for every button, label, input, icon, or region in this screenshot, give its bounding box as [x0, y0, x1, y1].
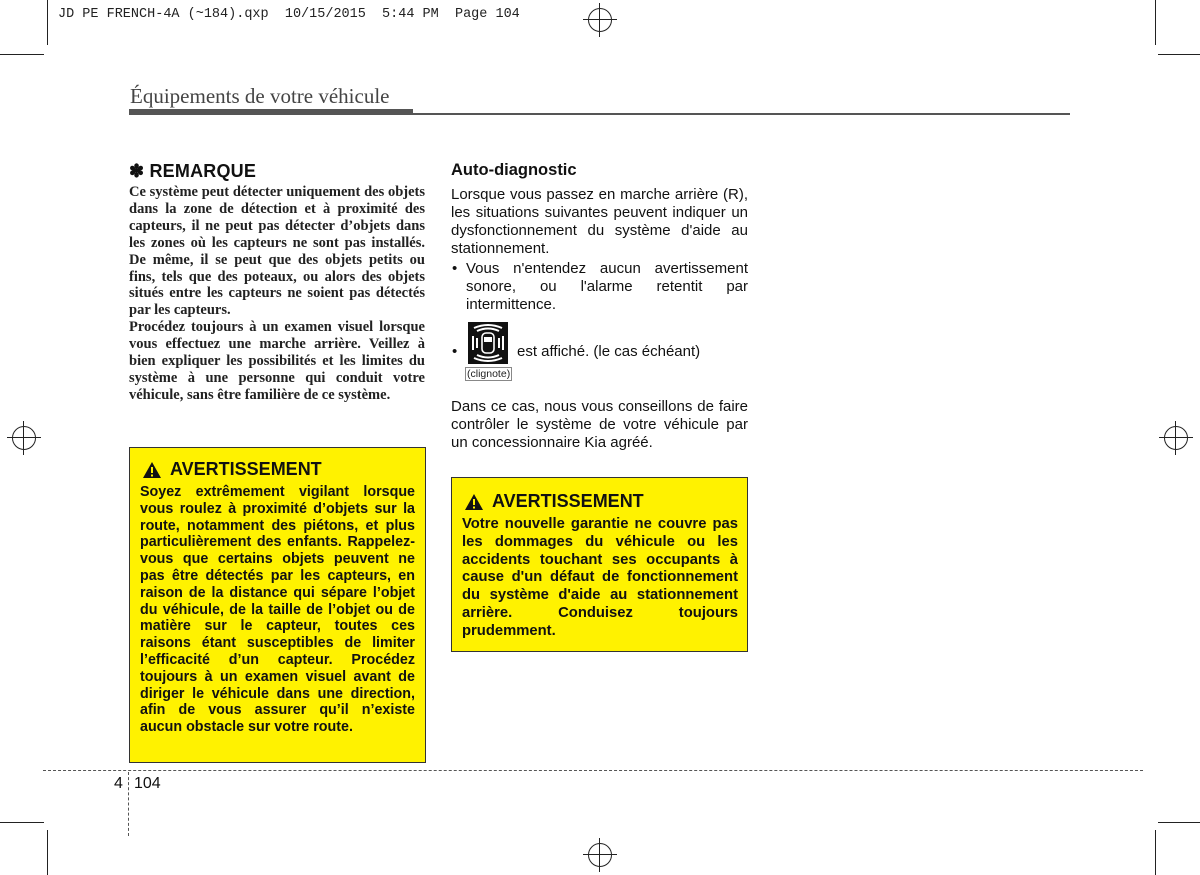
warning-triangle-icon	[464, 493, 484, 511]
registration-mark-top	[583, 3, 617, 37]
section-title-autodiag: Auto-diagnostic	[451, 161, 577, 179]
note-body	[129, 184, 425, 404]
page-number: 104	[134, 775, 161, 792]
header-rule-thin	[413, 113, 1070, 115]
warning-title	[464, 491, 644, 512]
chapter-number: 4	[114, 775, 123, 792]
parking-sensor-icon	[468, 322, 508, 364]
warning-body: Soyez extrêmement vigilant lorsque vous roulez à proximité d’objets sur la route, notamment des piétons, et plus particulièrement des enfants. Rappelez-vous que certains objets peuvent ne pas être détectés par les capteurs, en raison de la distance qui sépare l’objet du véhicule, de la taille de l’objet ou de matière sur le capteur, toutes ces raisons étant susceptibles de limiter l’efficacité d’un capteur. Procédez toujours à un examen visuel avant de diriger le véhicule dans une direction, afin de vous assurer qu’il n’existe aucun obstacle sur votre route.	[140, 484, 415, 736]
autodiag-advice: Dans ce cas, nous vous conseillons de faire contrôler le système de votre véhicule par un concessionnaire Kia agréé.	[451, 398, 748, 451]
print-slug: JD PE FRENCH-4A (~184).qxp 10/15/2015 5:44 PM Page 104	[58, 7, 520, 22]
footer-divider	[128, 772, 129, 836]
registration-mark-left	[7, 421, 41, 455]
autodiag-intro: Lorsque vous passez en marche arrière (R), les situations suivantes peuvent indiquer un dysfonctionnement du système d'aide au stationnement.	[451, 186, 748, 257]
bullet-dot: •	[452, 260, 458, 277]
footer-rule	[43, 770, 1143, 771]
warning-title-text: AVERTISSEMENT	[492, 491, 644, 511]
warning-body: Votre nouvelle garantie ne couvre pas les dommages du véhicule ou les accidents touchant ses occupants à cause d'un défaut de fonctionnement du système d'aide au stationnement arrière. Conduisez toujours prudemment.	[462, 516, 738, 639]
list-item	[451, 322, 748, 382]
bullet-text: Vous n'entendez aucun avertissement sonore, ou l'alarme retentit par intermittence.	[466, 260, 748, 313]
warning-box-sensors	[129, 447, 426, 763]
icon-caption: (clignote)	[467, 368, 511, 380]
warning-triangle-icon	[142, 461, 162, 479]
page-header-title: Équipements de votre véhicule	[130, 84, 390, 108]
registration-mark-bottom	[583, 838, 617, 872]
note-title: ✽ REMARQUE	[129, 161, 257, 181]
warning-title-text: AVERTISSEMENT	[170, 459, 322, 479]
bullet-text: est affiché. (le cas échéant)	[517, 343, 701, 360]
note-paragraph-1: Ce système peut détecter uniquement des objets dans la zone de détection et à proximité des capteurs, il ne peut pas détecter d’objets dans les zones où les capteurs ne sont pas installés. De même, il se peut que des objets petits ou fins, tels que des poteaux, ou alors des objets situés entre les capteurs ne soient pas détectés par les capteurs.	[129, 184, 425, 319]
note-paragraph-2: Procédez toujours à un examen visuel lorsque vous effectuez une marche arrière. Veillez à bien expliquer les possibilités et les limites du système à une personne qui conduit votre véhicule, sans être familière de ce système.	[129, 319, 425, 403]
registration-mark-right	[1159, 421, 1193, 455]
header-rule-thick	[129, 109, 413, 115]
warning-title	[142, 459, 322, 480]
warning-box-warranty	[451, 477, 748, 652]
bullet-dot: •	[452, 343, 458, 360]
